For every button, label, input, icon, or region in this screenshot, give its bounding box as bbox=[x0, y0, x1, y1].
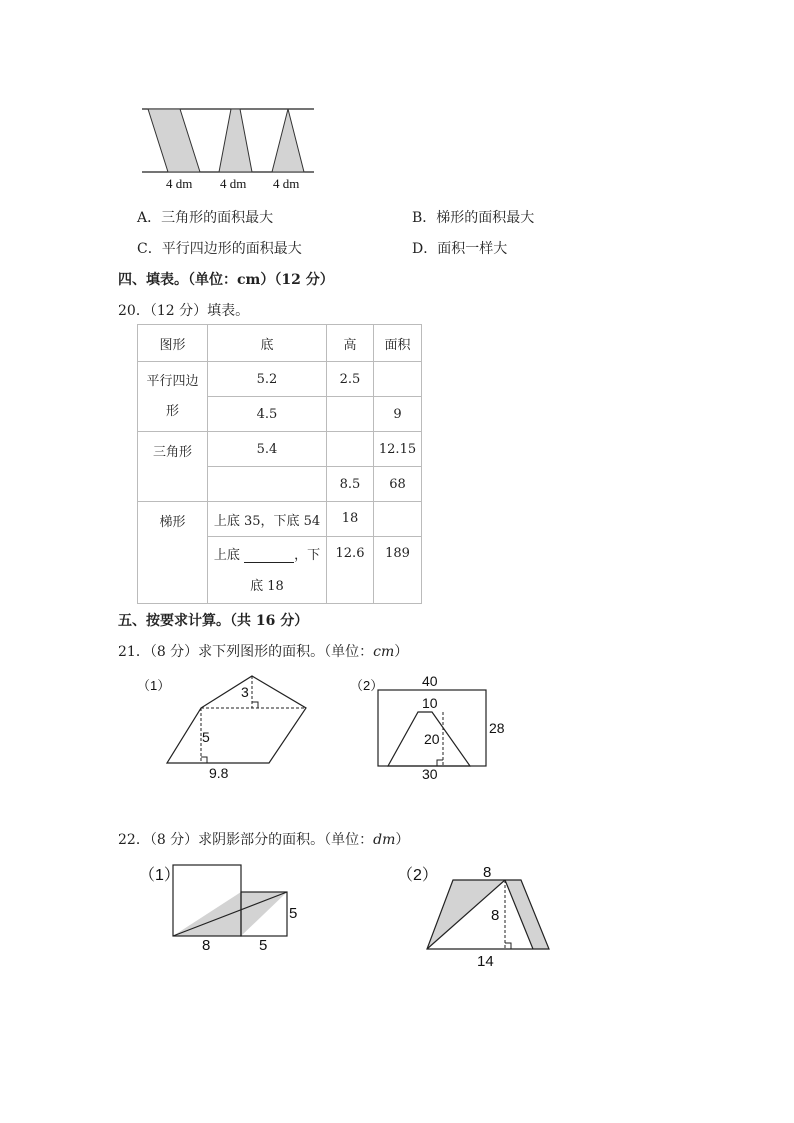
section-4-title: 四、填表。（单位：cm）（12 分） bbox=[118, 272, 334, 288]
parallelogram-shape bbox=[148, 109, 200, 172]
label-3: 3 bbox=[241, 684, 249, 700]
trapezoid-base-cell bbox=[208, 537, 327, 604]
triangle-shape bbox=[272, 109, 304, 172]
triangle-name-text: 三角形 bbox=[152, 445, 192, 460]
label-5-side: 5 bbox=[289, 905, 298, 922]
label-8-height: 8 bbox=[491, 907, 500, 924]
label-20: 20 bbox=[424, 731, 440, 747]
label-5-bottom: 5 bbox=[259, 937, 268, 954]
cell: 5.4 bbox=[208, 432, 327, 467]
trapezoid-name bbox=[138, 502, 208, 604]
figure-tag: （2） bbox=[350, 678, 384, 693]
q22-stem bbox=[118, 829, 409, 849]
answer-cell[interactable] bbox=[374, 502, 422, 537]
cell: 12.6 bbox=[327, 537, 374, 604]
label-40: 40 bbox=[422, 673, 438, 689]
answer-cell[interactable] bbox=[327, 432, 374, 467]
q22-unit: dm bbox=[373, 832, 396, 848]
answer-cell[interactable] bbox=[327, 397, 374, 432]
header-height: 高 bbox=[327, 325, 374, 362]
cell: 9 bbox=[374, 397, 422, 432]
fill-table bbox=[137, 324, 422, 604]
header-base: 底 bbox=[208, 325, 327, 362]
cell: 68 bbox=[374, 467, 422, 502]
cell: 4.5 bbox=[208, 397, 327, 432]
option-c[interactable]: C．平行四边形的面积最大 bbox=[137, 241, 302, 257]
trapezoid-name-text: 梯形 bbox=[159, 515, 186, 530]
figure-tag: （2） bbox=[397, 867, 438, 884]
q22-figure-1 bbox=[135, 860, 325, 960]
cell: 2.5 bbox=[327, 362, 374, 397]
dim-label-2: 4 dm bbox=[220, 176, 247, 191]
cell: 189 bbox=[374, 537, 422, 604]
shaded-region-right bbox=[505, 880, 549, 949]
option-b[interactable]: B．梯形的面积最大 bbox=[412, 210, 535, 226]
q21-stem bbox=[118, 641, 408, 661]
q21-figure-2 bbox=[348, 670, 518, 785]
label-5: 5 bbox=[202, 729, 210, 745]
trapezoid-shape bbox=[219, 109, 252, 172]
answer-cell[interactable] bbox=[208, 467, 327, 502]
composite-shape bbox=[167, 676, 306, 763]
label-8-top: 8 bbox=[483, 864, 492, 881]
q21-stem-end: ） bbox=[394, 644, 409, 660]
label-30: 30 bbox=[422, 766, 438, 782]
q19-figure bbox=[130, 100, 330, 195]
base-prefix: 上底 bbox=[213, 548, 240, 563]
q21-unit: cm bbox=[373, 644, 395, 660]
cell: 5.2 bbox=[208, 362, 327, 397]
dim-label-1: 4 dm bbox=[166, 176, 193, 191]
label-9-8: 9.8 bbox=[209, 765, 229, 781]
q21-figure-1 bbox=[135, 670, 325, 785]
q22-stem-text: 22．（8 分）求阴影部分的面积。（单位： bbox=[118, 832, 374, 848]
q21-stem-text: 21．（8 分）求下列图形的面积。（单位： bbox=[118, 644, 374, 660]
answer-cell[interactable] bbox=[374, 362, 422, 397]
section-5-title: 五、按要求计算。（共 16 分） bbox=[118, 613, 309, 629]
dim-label-3: 4 dm bbox=[273, 176, 300, 191]
base-mid: ，下 bbox=[294, 548, 321, 563]
option-d[interactable]: D．面积一样大 bbox=[412, 241, 508, 257]
parallelogram-name-cont: 形 bbox=[165, 403, 179, 419]
cell: 18 bbox=[327, 502, 374, 537]
q22-stem-end: ） bbox=[395, 832, 410, 848]
cell: 12.15 bbox=[374, 432, 422, 467]
option-a[interactable]: A．三角形的面积最大 bbox=[137, 210, 274, 226]
figure-tag: （1） bbox=[137, 678, 171, 693]
triangle-name bbox=[138, 432, 208, 502]
cell: 8.5 bbox=[327, 467, 374, 502]
base-line2: 底 18 bbox=[250, 579, 284, 594]
label-28: 28 bbox=[489, 720, 505, 736]
label-10: 10 bbox=[422, 695, 438, 711]
label-14: 14 bbox=[477, 953, 494, 970]
shaded-triangle-2 bbox=[241, 892, 287, 936]
label-8: 8 bbox=[202, 937, 211, 954]
parallelogram-name: 平行四边 bbox=[146, 373, 199, 389]
parallelogram-name-cell bbox=[138, 362, 208, 432]
figure-tag: （1） bbox=[139, 867, 180, 884]
header-shape: 图形 bbox=[138, 325, 208, 362]
answer-blank[interactable] bbox=[244, 548, 294, 563]
q22-figure-2 bbox=[395, 860, 565, 975]
header-area: 面积 bbox=[374, 325, 422, 362]
q20-stem: 20．（12 分）填表。 bbox=[118, 303, 250, 319]
cell: 上底 35，下底 54 bbox=[208, 502, 327, 537]
